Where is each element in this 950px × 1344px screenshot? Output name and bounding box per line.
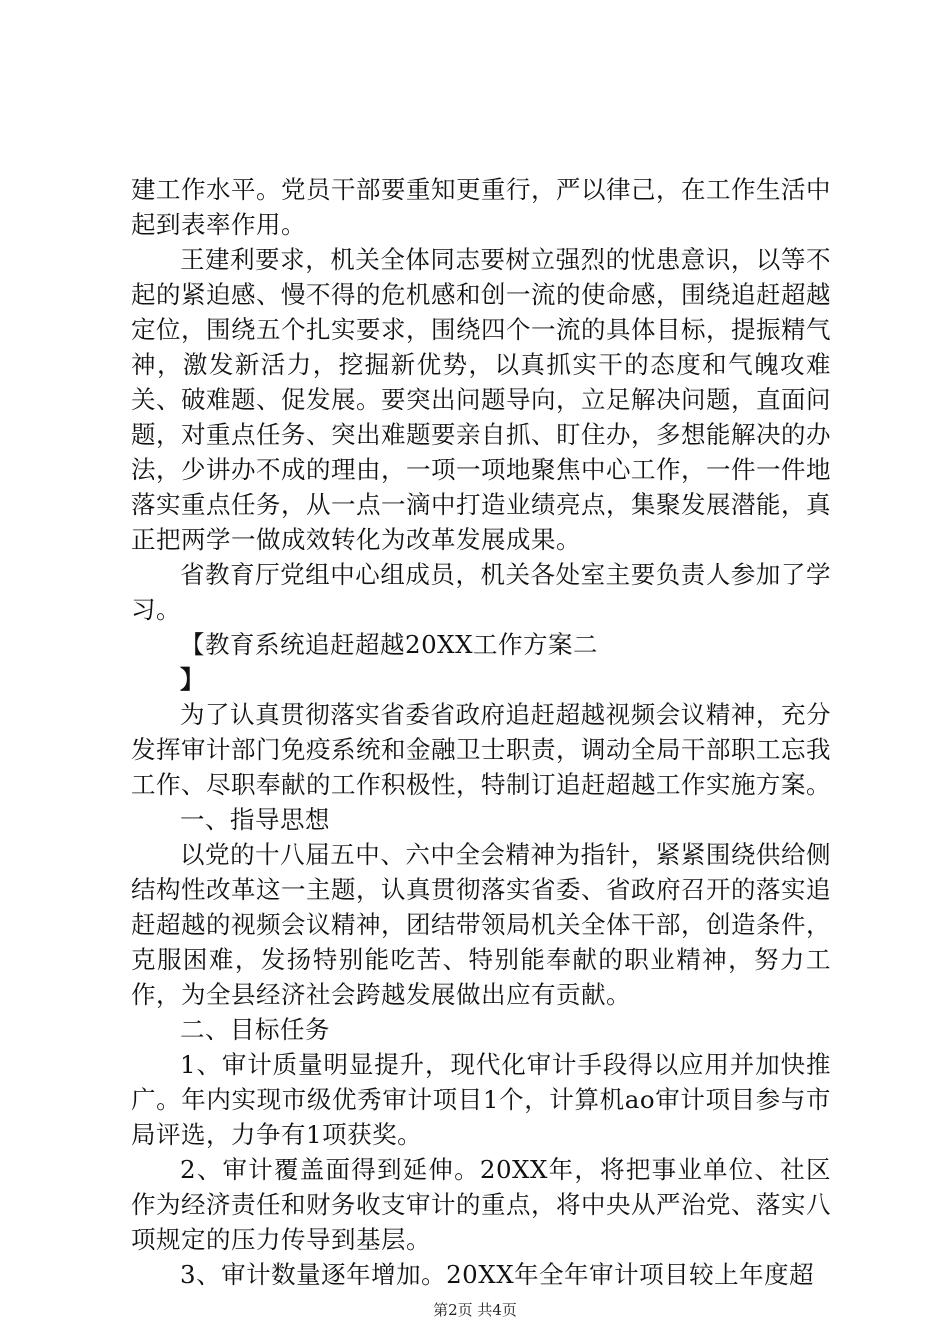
paragraph-2: 王建利要求，机关全体同志要树立强烈的忧患意识，以等不起的紧迫感、慢不得的危机感和创一流的使命感，围绕追赶超越定位，围绕五个扎实要求，围绕四个一流的具体目标，提振精气神，激发新活力，挖掘新优势，以真抓实干的态度和气魄攻难关、破难题、促发展。要突出问题导向，立足解决问题，直面问题，对重点任务、突出难题要亲自抓、盯住办，多想能解决的办法，少讲办不成的理由，一项一项地聚焦中心工作，一件一件地落实重点任务，从一点一滴中打造业绩亮点，集聚发展潜能，真正把两学一做成效转化为改革发展成果。 — [131, 245, 831, 554]
section-title: 【教育系统追赶超越20XX工作方案二 — [180, 630, 599, 659]
list-item-3: 3、审计数量逐年增加。20XX年全年审计项目较上年度超 — [180, 1260, 815, 1289]
document-body — [131, 172, 831, 1292]
section-title-close-bracket: 】 — [180, 665, 205, 694]
page-number-footer: 第2页 共4页 — [433, 1301, 517, 1319]
heading-guiding-thought: 一、指导思想 — [180, 805, 330, 834]
paragraph-intro: 为了认真贯彻落实省委省政府追赶超越视频会议精神，充分发挥审计部门免疫系统和金融卫士职责，调动全局干部职工忘我工作、尽职奉献的工作积极性，特制订追赶超越工作实施方案。 — [131, 700, 831, 799]
heading-targets: 二、目标任务 — [180, 1015, 330, 1044]
paragraph-1: 建工作水平。党员干部要重知更重行，严以律己，在工作生活中起到表率作用。 — [131, 175, 831, 239]
paragraph-guiding-thought: 以党的十八届五中、六中全会精神为指针，紧紧围绕供给侧结构性改革这一主题，认真贯彻落实省委、省政府召开的落实追赶超越的视频会议精神，团结带领局机关全体干部，创造条件，克服困难，发扬特别能吃苦、特别能奉献的职业精神，努力工作，为全县经济社会跨越发展做出应有贡献。 — [131, 840, 831, 1009]
list-item-1: 1、审计质量明显提升，现代化审计手段得以应用并加快推广。年内实现市级优秀审计项目1个，计算机ao审计项目参与市局评选，力争有1项获奖。 — [131, 1050, 831, 1149]
list-item-2: 2、审计覆盖面得到延伸。20XX年，将把事业单位、社区作为经济责任和财务收支审计的重点，将中央从严治党、落实八项规定的压力传导到基层。 — [131, 1155, 831, 1254]
paragraph-3: 省教育厅党组中心组成员，机关各处室主要负责人参加了学习。 — [131, 560, 831, 624]
